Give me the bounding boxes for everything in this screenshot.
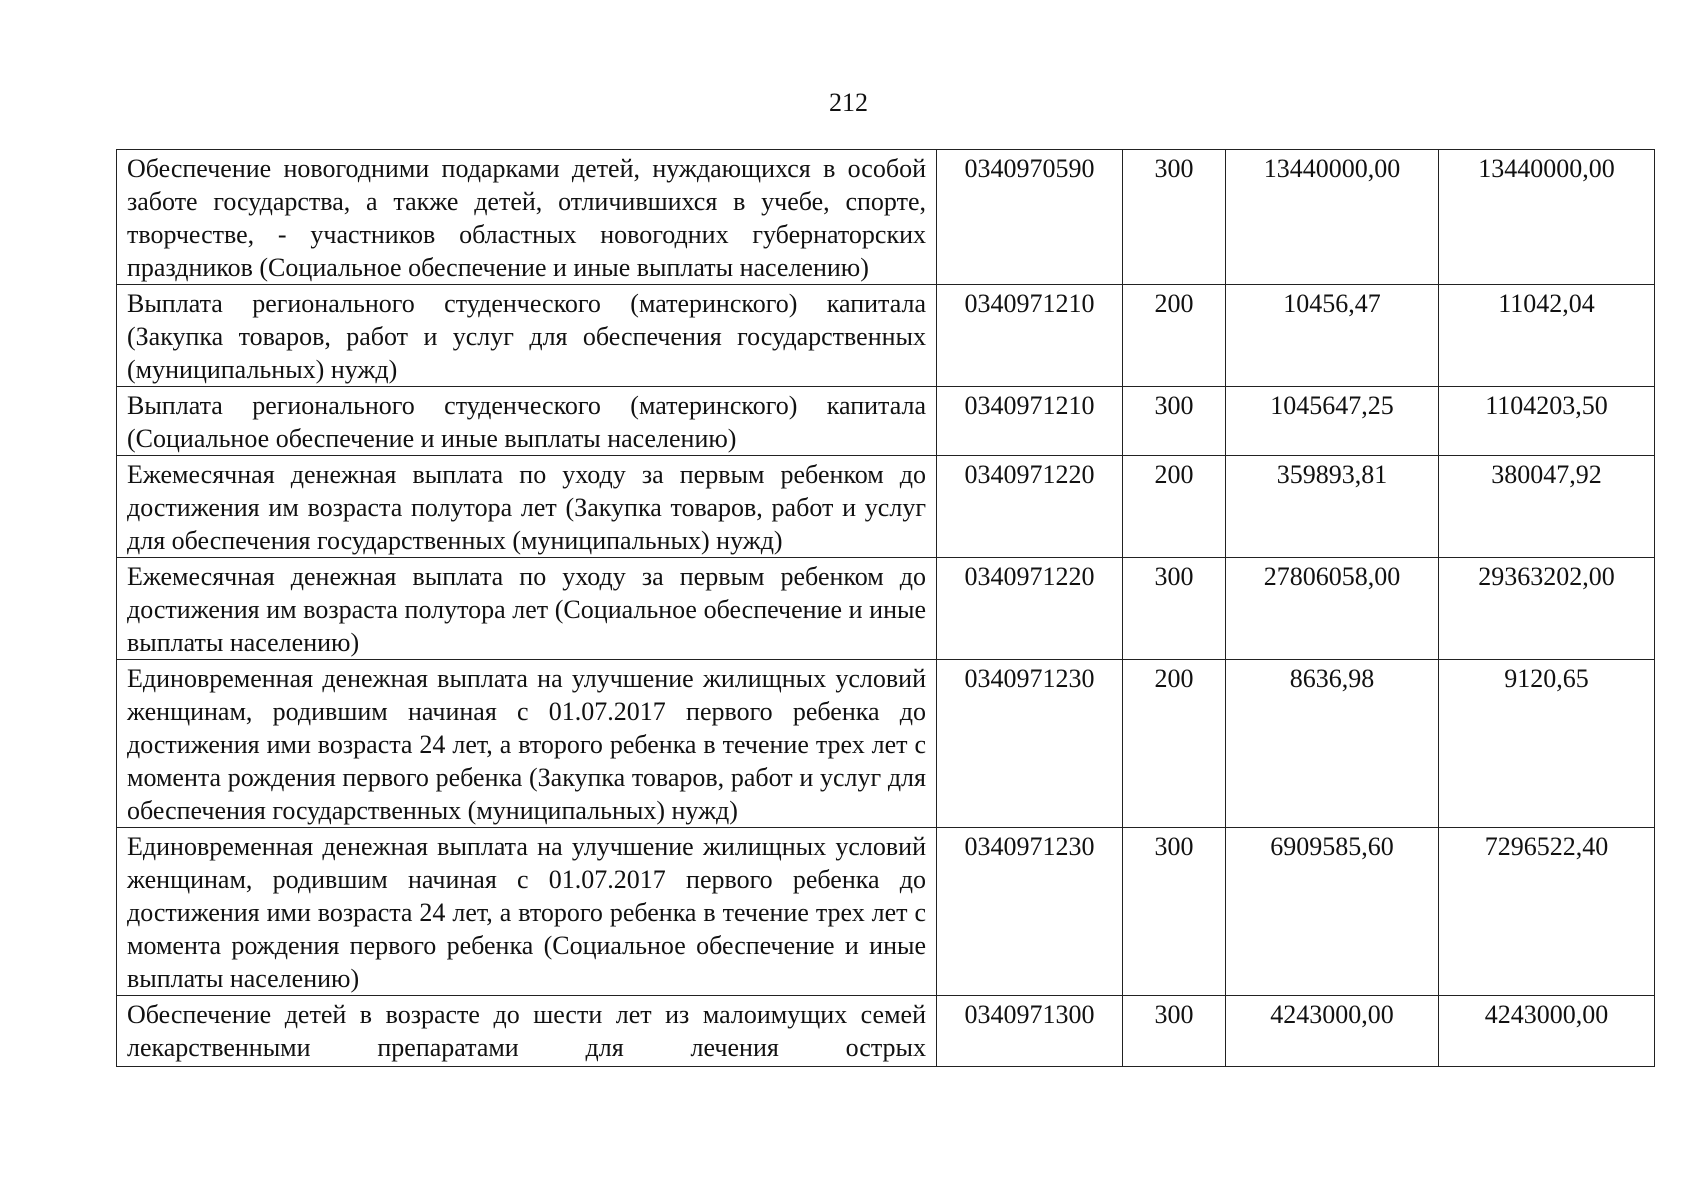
expense-type-code: 200 <box>1123 285 1226 387</box>
row-description: Выплата регионального студенческого (материнского) капитала (Социальное обеспечение и иные выплаты населению) <box>117 387 937 456</box>
amount-second-year: 4243000,00 <box>1439 996 1655 1067</box>
amount-first-year: 10456,47 <box>1226 285 1439 387</box>
target-article-code: 0340971220 <box>937 558 1123 660</box>
budget-table <box>116 149 1655 1067</box>
expense-type-code: 300 <box>1123 150 1226 285</box>
expense-type-code: 200 <box>1123 456 1226 558</box>
row-description: Единовременная денежная выплата на улучшение жилищных условий женщинам, родившим начиная с 01.07.2017 первого ребенка до достижения ими возраста 24 лет, а второго ребенка в течение трех лет с момента рождения первого ребенка (Социальное обеспечение и иные выплаты населению) <box>117 828 937 996</box>
table-row <box>117 828 1655 996</box>
amount-second-year: 7296522,40 <box>1439 828 1655 996</box>
target-article-code: 0340970590 <box>937 150 1123 285</box>
target-article-code: 0340971300 <box>937 996 1123 1067</box>
target-article-code: 0340971230 <box>937 828 1123 996</box>
row-description: Обеспечение новогодними подарками детей, нуждающихся в особой заботе государства, а также детей, отличившихся в учебе, спорте, творчестве, - участников областных новогодних губернаторских праздников (Социальное обеспечение и иные выплаты населению) <box>117 150 937 285</box>
expense-type-code: 300 <box>1123 558 1226 660</box>
amount-first-year: 1045647,25 <box>1226 387 1439 456</box>
expense-type-code: 200 <box>1123 660 1226 828</box>
target-article-code: 0340971230 <box>937 660 1123 828</box>
amount-first-year: 13440000,00 <box>1226 150 1439 285</box>
target-article-code: 0340971210 <box>937 285 1123 387</box>
table-row <box>117 387 1655 456</box>
table-row <box>117 285 1655 387</box>
amount-second-year: 29363202,00 <box>1439 558 1655 660</box>
row-description: Выплата регионального студенческого (материнского) капитала (Закупка товаров, работ и услуг для обеспечения государственных (муниципальных) нужд) <box>117 285 937 387</box>
expense-type-code: 300 <box>1123 996 1226 1067</box>
table-row <box>117 558 1655 660</box>
expense-type-code: 300 <box>1123 828 1226 996</box>
expense-type-code: 300 <box>1123 387 1226 456</box>
row-description-cell <box>117 996 937 1067</box>
amount-second-year: 1104203,50 <box>1439 387 1655 456</box>
target-article-code: 0340971220 <box>937 456 1123 558</box>
amount-first-year: 8636,98 <box>1226 660 1439 828</box>
amount-second-year: 9120,65 <box>1439 660 1655 828</box>
row-description: Обеспечение детей в возрасте до шести лет из малоимущих семей лекарственными препаратами для лечения острых <box>127 1000 926 1062</box>
table-row <box>117 150 1655 285</box>
target-article-code: 0340971210 <box>937 387 1123 456</box>
table-row <box>117 996 1655 1067</box>
row-description: Ежемесячная денежная выплата по уходу за первым ребенком до достижения им возраста полутора лет (Закупка товаров, работ и услуг для обеспечения государственных (муниципальных) нужд) <box>117 456 937 558</box>
amount-second-year: 380047,92 <box>1439 456 1655 558</box>
amount-first-year: 27806058,00 <box>1226 558 1439 660</box>
amount-first-year: 4243000,00 <box>1226 996 1439 1067</box>
table-row <box>117 660 1655 828</box>
table-row <box>117 456 1655 558</box>
row-description: Единовременная денежная выплата на улучшение жилищных условий женщинам, родившим начиная с 01.07.2017 первого ребенка до достижения ими возраста 24 лет, а второго ребенка в течение трех лет с момента рождения первого ребенка (Закупка товаров, работ и услуг для обеспечения государственных (муниципальных) нужд) <box>117 660 937 828</box>
amount-second-year: 11042,04 <box>1439 285 1655 387</box>
amount-first-year: 359893,81 <box>1226 456 1439 558</box>
amount-second-year: 13440000,00 <box>1439 150 1655 285</box>
row-description: Ежемесячная денежная выплата по уходу за первым ребенком до достижения им возраста полутора лет (Социальное обеспечение и иные выплаты населению) <box>117 558 937 660</box>
amount-first-year: 6909585,60 <box>1226 828 1439 996</box>
page-number: 212 <box>829 88 868 117</box>
